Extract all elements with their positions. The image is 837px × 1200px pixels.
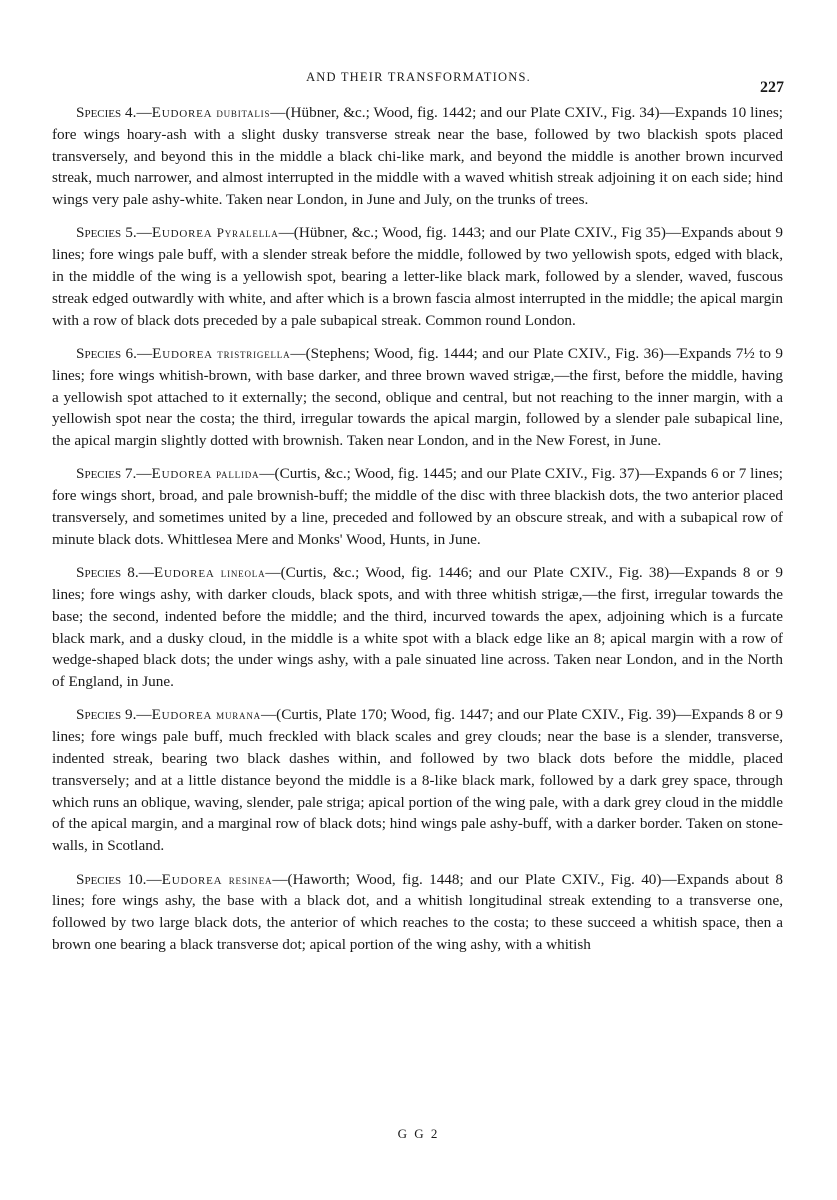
species-label: Species 8. [76,564,139,582]
genus-name: Eudorea [151,104,213,121]
species-entry-8: Species 8.—Eudorea lineola—(Curtis, &c.; Wood, fig. 1446; and our Plate CXIV., Fig. 38)—Expands 8 or 9 lines; fore wings ashy, with darker clouds, black spots, and with three whitish strigæ,—the first, irregular towards the base; the second, indented before the middle; and the third, incurved towards the apex, adjoining which is a furcate black mark, and a dusky cloud, in the middle is a white spot with a black edge like an 8; apical margin with a row of wedge-shaped black dots; the under wings ashy, with a pale sinuated line across. Taken near London, and in the North of England, in June. [52,564,784,691]
species-label: Species 6. [76,344,137,362]
species-label: Species 10. [76,870,147,888]
species-description: —(Curtis, Plate 170; Wood, fig. 1447; and our Plate CXIV., Fig. 39)—Expands 8 or 9 lines; fore wings pale buff, much freckled with black scales and grey clouds; near the base is a slender, transverse, indented streak, bearing two black dashes within, and followed by two black dots before the middle, placed transversely; and at a little distance beyond the middle is a 8-like black mark, followed by a dark grey space, through which runs an oblique, waving, slender, pale striga; apical portion of the wing pale, with a dark grey cloud in the middle of the apical margin, and a marginal row of black dots; hind wings pale ashy-buff, with a darker border. Taken on stone-walls, in Scotland. [52,706,784,855]
species-name: resinea [228,871,273,887]
genus-name: Eudorea [151,706,213,724]
species-entry-9: Species 9.—Eudorea murana—(Curtis, Plate 170; Wood, fig. 1447; and our Plate CXIV., Fig. 39)—Expands 8 or 9 lines; fore wings pale buff, much freckled with black scales and grey clouds; near the base is a slender, transverse, indented streak, bearing two black dashes within, and followed by two black dots before the middle, placed transversely; and at a little distance beyond the middle is a 8-like black mark, followed by a dark grey space, through which runs an oblique, waving, slender, pale striga; apical portion of the wing pale, with a dark grey cloud in the middle of the apical margin, and a marginal row of black dots; hind wings pale ashy-buff, with a darker border. Taken on stone-walls, in Scotland. [52,706,784,855]
species-description: —(Hübner, &c.; Wood, fig. 1442; and our Plate CXIV., Fig. 34)—Expands 10 lines; fore wings hoary-ash with a slight dusky transverse streak near the base, followed by two blackish spots placed transversely, and beyond this in the middle a black chi-like mark, and beyond the middle is another brown incurved streak, much narrower, and almost interrupted in the middle with a waved whitish streak adjoining it on each side; hind wings very pale ashy-white. Taken near London, in June and July, on the trunks of trees. [52,104,784,209]
species-description: —(Hübner, &c.; Wood, fig. 1443; and our Plate CXIV., Fig 35)—Expands about 9 lines; fore wings pale buff, with a slender streak before the middle, followed by two yellowish spots, edged with black, in the middle of the wing is a yellowish spot, bearing a letter-like black mark, followed by a slender, waved, fuscous streak edged outwardly with white, and after which is a brown fascia almost interrupted in the middle; the apical margin with a row of black dots preceded by a pale subapical streak. Common round London. [52,224,784,329]
species-name: lineola [220,565,266,581]
genus-name: Eudorea [151,465,213,483]
genus-name: Eudorea [153,564,215,582]
species-name: tristrigella [217,345,291,361]
species-description: —(Curtis, &c.; Wood, fig. 1445; and our Plate CXIV., Fig. 37)—Expands 6 or 7 lines; fore wings short, broad, and pale brownish-buff; the middle of the disc with three blackish dots, the two anterior placed transversely, and sometimes united by a line, preceded and followed by an obscure streak, and with a subapical row of minute black dots. Whittlesea Mere and Monks' Wood, Hunts, in June. [52,465,784,548]
species-label: Species 4. [76,104,137,121]
species-name: dubitalis [216,105,271,120]
species-entry-10: Species 10.—Eudorea resinea—(Haworth; Wood, fig. 1448; and our Plate CXIV., Fig. 40)—Expands about 8 lines; fore wings ashy, the base with a black dot, and a whitish longitudinal streak extending to a transverse one, followed by two large black dots, the anterior of which reaches to the costa; to these succeed a whitish space, then a brown one bearing a black transverse dot; apical portion of the wing ashy, with a whitish [52,870,784,953]
species-entry-6: Species 6.—Eudorea tristrigella—(Stephens; Wood, fig. 1444; and our Plate CXIV., Fig. 36)—Expands 7½ to 9 lines; fore wings whitish-brown, with base darker, and three brown waved strigæ,—the first, before the middle, having a yellowish spot attached to it externally; the second, oblique and central, but not reaching to the inner margin, with a yellowish spot near the costa; the third, irregular towards the apical margin, followed by a slender pale subapical line, the apical margin slightly dotted with brownish. Taken near London, and in the New Forest, in June. [52,344,784,450]
species-label: Species 5. [76,224,137,242]
species-entry-7: Species 7.—Eudorea pallida—(Curtis, &c.; Wood, fig. 1445; and our Plate CXIV., Fig. 37)—Expands 6 or 7 lines; fore wings short, broad, and pale brownish-buff; the middle of the disc with three blackish dots, the two anterior placed transversely, and sometimes united by a line, preceded and followed by an obscure streak, and with a subapical row of minute black dots. Whittlesea Mere and Monks' Wood, Hunts, in June. [52,465,784,548]
species-name: Pyralella [216,225,279,241]
species-label: Species 7. [76,465,137,483]
species-label: Species 9. [76,706,137,724]
running-head: AND THEIR TRANSFORMATIONS. [306,70,531,84]
genus-name: Eudorea [161,870,223,888]
genus-name: Eudorea [151,224,213,242]
species-description: —(Haworth; Wood, fig. 1448; and our Plate CXIV., Fig. 40)—Expands about 8 lines; fore wings ashy, the base with a black dot, and a whitish longitudinal streak extending to a transverse one, followed by two large black dots, the anterior of which reaches to the costa; to these succeed a whitish space, then a brown one bearing a black transverse dot; apical portion of the wing ashy, with a whitish [52,870,784,953]
species-description: —(Curtis, &c.; Wood, fig. 1446; and our Plate CXIV., Fig. 38)—Expands 8 or 9 lines; fore wings ashy, with darker clouds, black spots, and with three whitish strigæ,—the first, irregular towards the base; the second, indented before the middle; and the third, incurved towards the apex, adjoining which is a furcate black mark, and a dusky cloud, in the middle is a white spot with a black edge like an 8; apical margin with a row of wedge-shaped black dots; the under wings ashy, with a pale sinuated line across. Taken near London, and in the North of England, in June. [52,564,784,691]
species-list [52,102,783,967]
species-name: murana [216,707,261,723]
species-entry-5: Species 5.—Eudorea Pyralella—(Hübner, &c.; Wood, fig. 1443; and our Plate CXIV., Fig 35)—Expands about 9 lines; fore wings pale buff, with a slender streak before the middle, followed by two yellowish spots, edged with black, in the middle of the wing is a yellowish spot, bearing a letter-like black mark, followed by a slender, waved, fuscous streak edged outwardly with white, and after which is a brown fascia almost interrupted in the middle; the apical margin with a row of black dots preceded by a pale subapical streak. Common round London. [52,224,784,329]
printer-signature-mark: G G 2 [397,1126,440,1141]
species-description: —(Stephens; Wood, fig. 1444; and our Plate CXIV., Fig. 36)—Expands 7½ to 9 lines; fore wings whitish-brown, with base darker, and three brown waved strigæ,—the first, before the middle, having a yellowish spot attached to it externally; the second, oblique and central, but not reaching to the inner margin, with a yellowish spot near the costa; the third, irregular towards the apical margin, followed by a slender pale subapical line, the apical margin slightly dotted with brownish. Taken near London, and in the New Forest, in June. [52,344,784,450]
species-name: pallida [216,466,260,482]
genus-name: Eudorea [152,344,213,362]
species-entry-4: Species 4.—Eudorea dubitalis—(Hübner, &c.; Wood, fig. 1442; and our Plate CXIV., Fig. 34)—Expands 10 lines; fore wings hoary-ash with a slight dusky transverse streak near the base, followed by two blackish spots placed transversely, and beyond this in the middle a black chi-like mark, and beyond the middle is another brown incurved streak, much narrower, and almost interrupted in the middle with a waved whitish streak adjoining it on each side; hind wings very pale ashy-white. Taken near London, in June and July, on the trunks of trees. [52,104,784,209]
page-number: 227 [760,79,784,96]
